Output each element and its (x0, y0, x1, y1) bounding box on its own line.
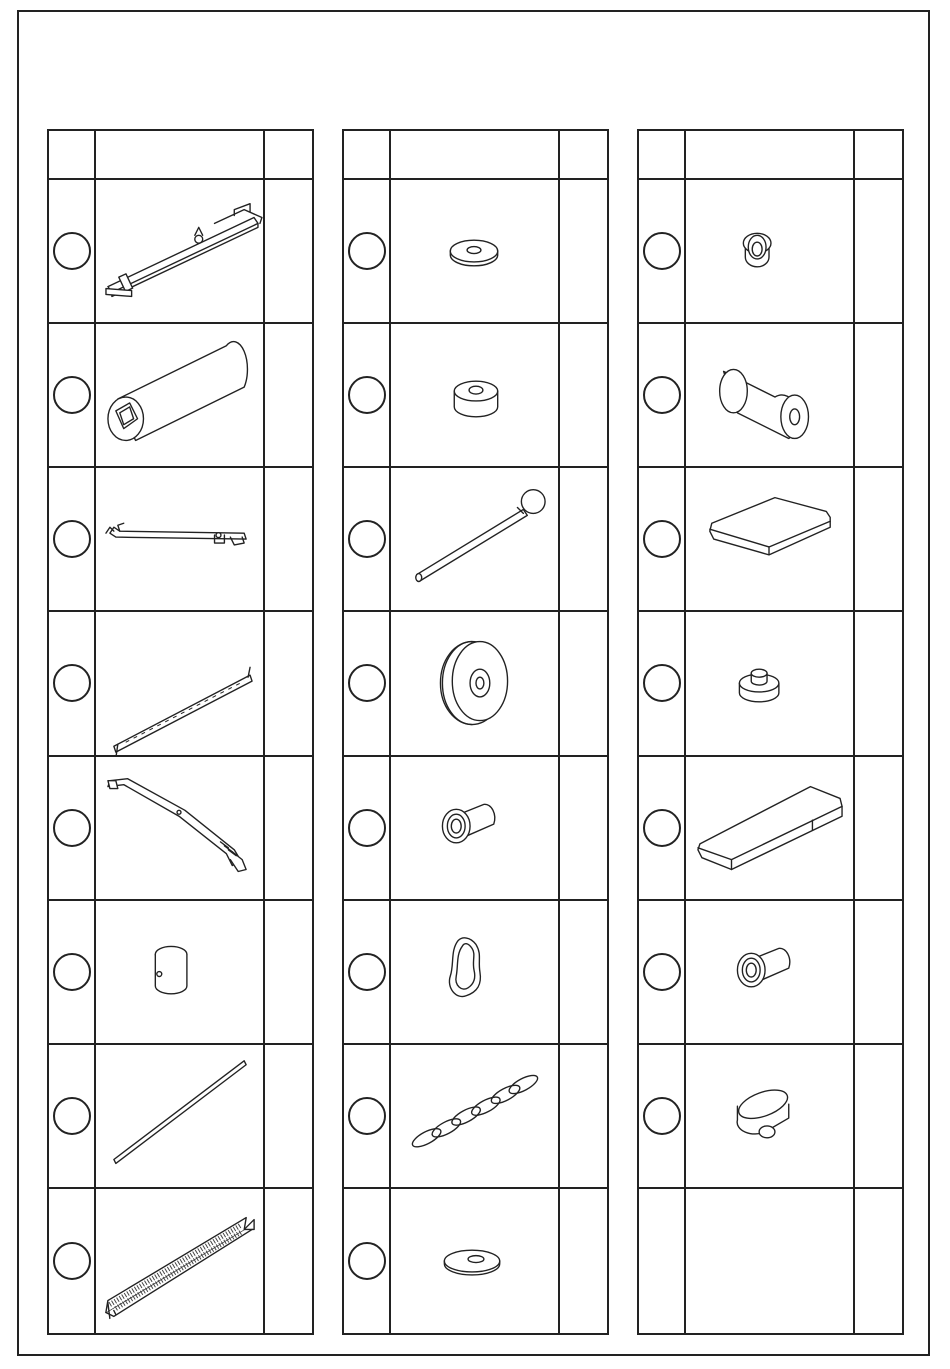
header-part-cell (391, 131, 560, 180)
header-qty-cell (265, 131, 312, 180)
frame-rail-icon (96, 180, 263, 322)
small-bushing-icon (686, 180, 853, 322)
header-number-cell (49, 131, 96, 180)
part-image-cell (391, 180, 560, 324)
part-number-circle (348, 520, 386, 558)
part-number-cell (49, 1189, 96, 1333)
part-image-cell (96, 1045, 265, 1189)
rubber-foot-icon (686, 612, 853, 754)
header-part-label (391, 131, 558, 178)
part-number-cell (49, 324, 96, 468)
part-number-circle (348, 1097, 386, 1135)
part-image-cell (391, 1189, 560, 1333)
header-qty-cell (560, 131, 607, 180)
mesh-guard-icon (96, 1189, 263, 1333)
part-qty-cell (855, 468, 902, 612)
seat-pad-icon (686, 468, 853, 610)
part-qty-cell (855, 324, 902, 468)
header-qty-label (265, 131, 312, 178)
part-qty-cell (265, 468, 312, 612)
part-qty-cell (855, 612, 902, 756)
part-number-circle (53, 953, 91, 991)
header-number-label (639, 131, 684, 178)
part-number-circle (53, 520, 91, 558)
part-image-cell (391, 324, 560, 468)
part-qty-cell (265, 1045, 312, 1189)
ball-knob-pin-icon (391, 468, 558, 610)
part-number-cell (344, 757, 391, 901)
part-number-cell (639, 757, 686, 901)
part-qty-cell (560, 1189, 607, 1333)
part-number-cell (49, 180, 96, 324)
header-number-cell (344, 131, 391, 180)
part-qty-cell (855, 180, 902, 324)
part-number-circle (643, 520, 681, 558)
header-qty-label (560, 131, 607, 178)
part-number-cell (49, 757, 96, 901)
part-number-cell (344, 1045, 391, 1189)
part-number-cell (49, 1045, 96, 1189)
pulley-icon (391, 612, 558, 754)
foam-roller-icon (686, 324, 853, 466)
large-washer-icon (391, 1189, 558, 1333)
part-number-circle (643, 953, 681, 991)
part-image-cell (391, 468, 560, 612)
part-image-cell (686, 757, 855, 901)
part-image-cell (96, 324, 265, 468)
part-qty-cell (560, 612, 607, 756)
part-qty-cell (265, 612, 312, 756)
part-qty-cell (855, 1045, 902, 1189)
part-qty-cell (265, 324, 312, 468)
part-number-cell (639, 1045, 686, 1189)
part-qty-cell (265, 1189, 312, 1333)
header-number-cell (639, 131, 686, 180)
part-number-cell (344, 901, 391, 1045)
parts-table-2 (342, 129, 609, 1335)
part-qty-cell (560, 468, 607, 612)
part-number-cell (639, 324, 686, 468)
spacer-icon (391, 324, 558, 466)
part-image-cell (391, 612, 560, 756)
header-part-label (686, 131, 853, 178)
part-image-cell (96, 180, 265, 324)
part-image-cell (686, 1189, 855, 1333)
part-qty-cell (560, 1045, 607, 1189)
bent-handle-bar-icon (96, 757, 263, 899)
header-qty-label (855, 131, 902, 178)
part-number-circle (53, 232, 91, 270)
short-sleeve-icon (96, 901, 263, 1043)
part-number-circle (643, 809, 681, 847)
part-number-cell (344, 468, 391, 612)
flat-bracket-bar-icon (96, 468, 263, 610)
slotted-rail-icon (96, 612, 263, 754)
part-qty-cell (265, 901, 312, 1045)
carabiner-icon (391, 901, 558, 1043)
parts-table-3 (637, 129, 904, 1335)
part-number-circle (53, 664, 91, 702)
part-number-circle (348, 376, 386, 414)
part-number-cell (49, 468, 96, 612)
part-number-circle (643, 232, 681, 270)
header-number-label (49, 131, 94, 178)
back-pad-icon (686, 757, 853, 899)
part-number-circle (53, 376, 91, 414)
part-image-cell (686, 901, 855, 1045)
part-image-cell (96, 1189, 265, 1333)
part-number-circle (643, 376, 681, 414)
part-number-cell (639, 1189, 686, 1333)
part-number-cell (344, 324, 391, 468)
part-qty-cell (855, 901, 902, 1045)
part-number-cell (49, 612, 96, 756)
part-number-cell (639, 612, 686, 756)
part-number-circle (643, 1097, 681, 1135)
part-image-cell (391, 757, 560, 901)
part-number-cell (639, 180, 686, 324)
part-image-cell (686, 1045, 855, 1189)
square-tube-sleeve-icon (96, 324, 263, 466)
part-image-cell (686, 180, 855, 324)
part-image-cell (96, 612, 265, 756)
part-qty-cell (855, 757, 902, 901)
part-image-cell (686, 468, 855, 612)
header-part-label (96, 131, 263, 178)
part-number-cell (344, 1189, 391, 1333)
part-number-cell (639, 901, 686, 1045)
part-number-circle (53, 1242, 91, 1280)
part-number-cell (639, 468, 686, 612)
part-number-circle (348, 953, 386, 991)
part-number-circle (348, 1242, 386, 1280)
part-qty-cell (265, 180, 312, 324)
long-rod-icon (96, 1045, 263, 1187)
chain-icon (391, 1045, 558, 1187)
part-image-cell (391, 1045, 560, 1189)
header-qty-cell (855, 131, 902, 180)
header-number-label (344, 131, 389, 178)
part-image-cell (686, 324, 855, 468)
parts-table-1 (47, 129, 314, 1335)
part-number-circle (348, 232, 386, 270)
part-number-circle (53, 809, 91, 847)
flanged-bushing-icon (686, 901, 853, 1043)
header-part-cell (686, 131, 855, 180)
part-number-cell (344, 180, 391, 324)
part-qty-cell (560, 324, 607, 468)
part-image-cell (96, 901, 265, 1045)
part-qty-cell (560, 180, 607, 324)
part-number-cell (49, 901, 96, 1045)
part-qty-cell (560, 757, 607, 901)
part-image-cell (96, 757, 265, 901)
part-number-circle (643, 664, 681, 702)
part-number-circle (348, 809, 386, 847)
part-qty-cell (560, 901, 607, 1045)
part-number-circle (348, 664, 386, 702)
oval-end-cap-icon (686, 1045, 853, 1187)
part-image-cell (391, 901, 560, 1045)
part-qty-cell (855, 1189, 902, 1333)
flanged-bushing-icon (391, 757, 558, 899)
part-number-cell (344, 612, 391, 756)
part-number-circle (53, 1097, 91, 1135)
header-part-cell (96, 131, 265, 180)
part-image-cell (96, 468, 265, 612)
part-image-cell (686, 612, 855, 756)
part-qty-cell (265, 757, 312, 901)
flat-washer-icon (391, 180, 558, 322)
